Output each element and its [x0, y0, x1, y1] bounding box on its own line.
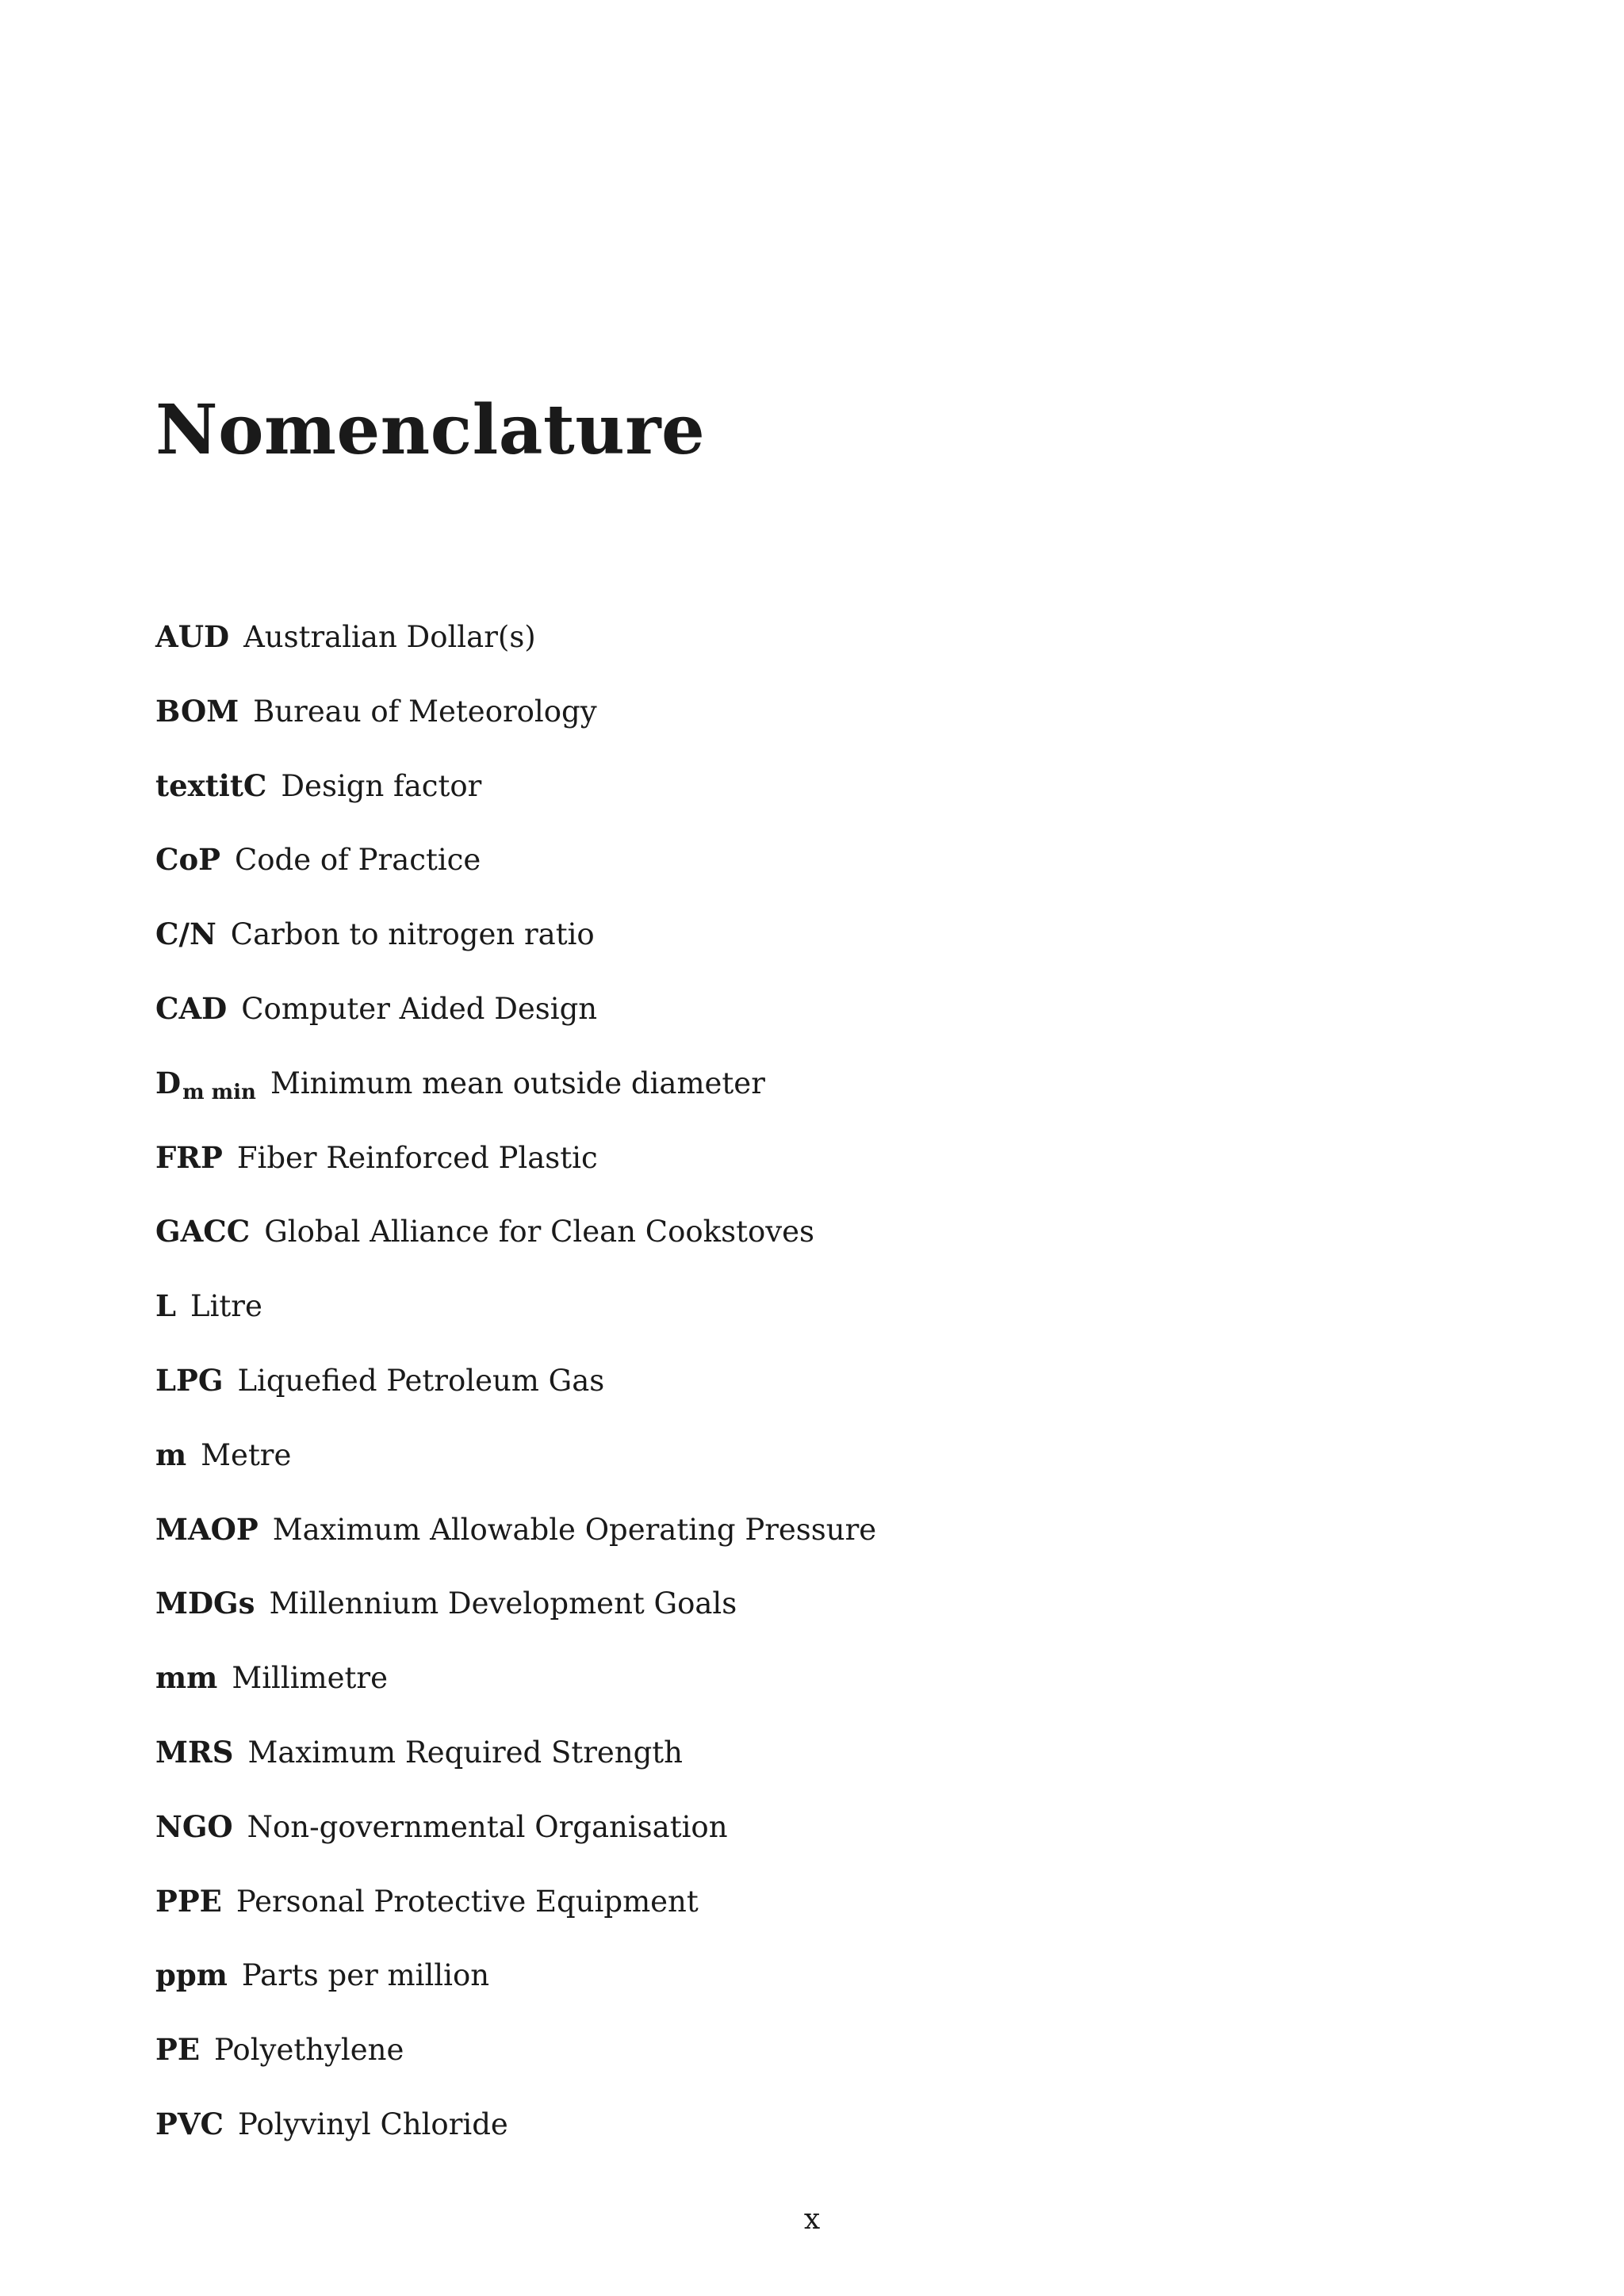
- nomenclature-entry: [155, 688, 876, 763]
- nomenclature-term: C/N: [155, 916, 216, 952]
- nomenclature-definition: Polyethylene: [214, 2033, 404, 2068]
- nomenclature-definition: Litre: [190, 1289, 262, 1324]
- nomenclature-definition: Millennium Development Goals: [269, 1586, 737, 1621]
- nomenclature-entry: [155, 911, 876, 985]
- nomenclature-definition: Fiber Reinforced Plastic: [236, 1140, 598, 1175]
- nomenclature-term: ppm: [155, 1957, 228, 1993]
- nomenclature-term: BOM: [155, 693, 239, 729]
- nomenclature-term: GACC: [155, 1214, 251, 1249]
- nomenclature-term: CoP: [155, 842, 220, 878]
- nomenclature-entry: [155, 1283, 876, 1357]
- nomenclature-definition: Design factor: [281, 768, 482, 803]
- nomenclature-entry: [155, 1655, 876, 1729]
- page-number: x: [803, 2203, 821, 2236]
- nomenclature-entry: [155, 1878, 876, 1953]
- nomenclature-term: L: [155, 1288, 177, 1324]
- nomenclature-definition: Global Alliance for Clean Cookstoves: [264, 1215, 815, 1249]
- nomenclature-definition: Maximum Allowable Operating Pressure: [272, 1512, 877, 1547]
- nomenclature-term: PVC: [155, 2106, 224, 2141]
- nomenclature-term: mm: [155, 1660, 218, 1696]
- nomenclature-entry: [155, 1432, 876, 1506]
- nomenclature-entry: [155, 1060, 876, 1135]
- nomenclature-definition: Polyvinyl Chloride: [237, 2107, 508, 2141]
- nomenclature-entry: [155, 1804, 876, 1878]
- nomenclature-term-base: D: [155, 1065, 182, 1100]
- nomenclature-entry: [155, 2026, 876, 2101]
- nomenclature-term: m: [155, 1437, 187, 1472]
- nomenclature-entry: [155, 763, 876, 837]
- nomenclature-definition: Minimum mean outside diameter: [270, 1066, 765, 1100]
- nomenclature-entry: [155, 614, 876, 688]
- nomenclature-term: MAOP: [155, 1511, 259, 1547]
- nomenclature-definition: Liquefied Petroleum Gas: [237, 1363, 605, 1398]
- nomenclature-definition: Australian Dollar(s): [243, 620, 536, 654]
- nomenclature-term-subscript: m min: [182, 1080, 256, 1104]
- nomenclature-entry: [155, 1208, 876, 1283]
- nomenclature-entry: [155, 985, 876, 1060]
- nomenclature-entry: [155, 2101, 876, 2175]
- nomenclature-term: [155, 1065, 256, 1104]
- nomenclature-entry: [155, 1580, 876, 1655]
- nomenclature-definition: Code of Practice: [234, 843, 481, 878]
- nomenclature-term: textitC: [155, 767, 267, 803]
- nomenclature-entry: [155, 1357, 876, 1432]
- nomenclature-definition: Non-governmental Organisation: [247, 1809, 728, 1844]
- nomenclature-term: MDGs: [155, 1586, 255, 1621]
- nomenclature-entry: [155, 1952, 876, 2026]
- nomenclature-term: NGO: [155, 1808, 233, 1844]
- nomenclature-entry: [155, 1135, 876, 1209]
- nomenclature-term: PPE: [155, 1883, 222, 1919]
- nomenclature-term: PE: [155, 2032, 201, 2068]
- nomenclature-definition: Computer Aided Design: [241, 991, 598, 1026]
- nomenclature-definition: Bureau of Meteorology: [253, 694, 597, 729]
- nomenclature-definition: Parts per million: [241, 1958, 490, 1993]
- nomenclature-definition: Millimetre: [232, 1661, 388, 1696]
- nomenclature-entry: [155, 836, 876, 911]
- nomenclature-definition: Personal Protective Equipment: [236, 1884, 699, 1919]
- nomenclature-definition: Maximum Required Strength: [247, 1735, 683, 1770]
- nomenclature-term: LPG: [155, 1362, 224, 1398]
- nomenclature-term: FRP: [155, 1139, 223, 1175]
- nomenclature-entry: [155, 1729, 876, 1804]
- nomenclature-list: [155, 614, 876, 2175]
- nomenclature-term: CAD: [155, 990, 228, 1026]
- nomenclature-term: MRS: [155, 1734, 234, 1770]
- page-title: Nomenclature: [155, 390, 706, 470]
- nomenclature-definition: Metre: [201, 1437, 292, 1472]
- nomenclature-definition: Carbon to nitrogen ratio: [230, 917, 595, 952]
- nomenclature-term: AUD: [155, 619, 230, 654]
- nomenclature-entry: [155, 1506, 876, 1581]
